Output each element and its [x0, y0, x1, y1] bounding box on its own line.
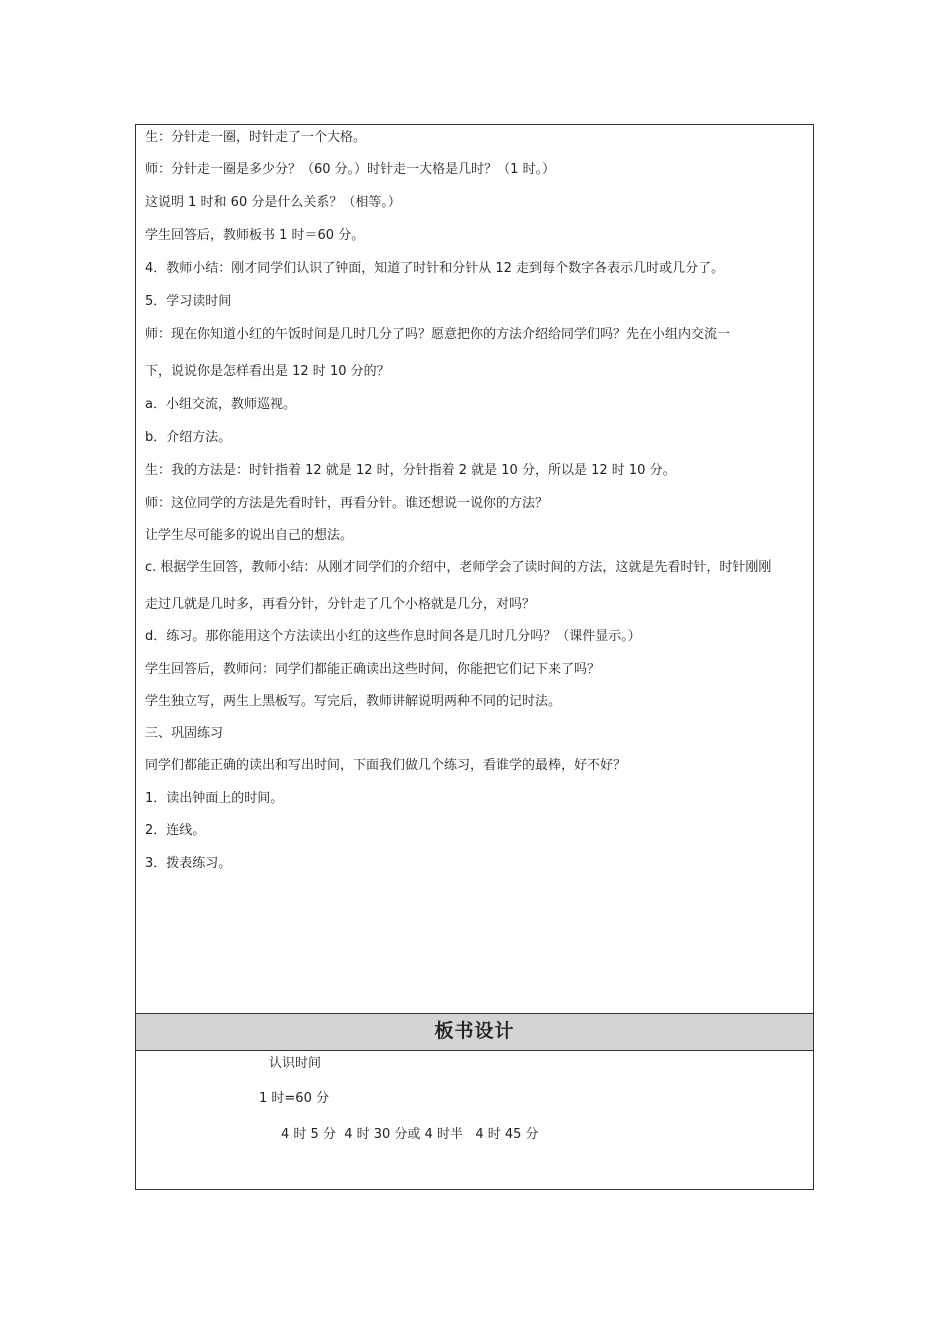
- text-line: 师：分针走一圈是多少分？（60 分。）时针走一大格是几时？（1 时。）: [145, 162, 556, 177]
- text-line: 让学生尽可能多的说出自己的想法。: [145, 528, 354, 543]
- list-item: 2．连线。: [145, 823, 206, 838]
- text-line: b．介绍方法。: [145, 430, 232, 445]
- list-item: 1．读出钟面上的时间。: [145, 791, 284, 806]
- text-line: 下，说说你是怎样看出是 12 时 10 分的？: [145, 364, 390, 379]
- list-item: 3．拨表练习。: [145, 856, 232, 871]
- text-line: d．练习。那你能用这个方法读出小红的这些作息时间各是几时几分吗？（课件显示。）: [145, 629, 641, 644]
- text-line: 学生回答后，教师板书 1 时＝60 分。: [145, 228, 365, 243]
- section-heading: 三、巩固练习: [145, 726, 224, 741]
- text-line: 生：分针走一圈，时针走了一个大格。: [145, 130, 367, 145]
- board-title: 认识时间: [269, 1056, 322, 1071]
- lesson-table: [135, 124, 814, 1190]
- board-design-header: 板书设计: [136, 1013, 813, 1051]
- board-design-content: [136, 1051, 813, 1189]
- text-line: a．小组交流，教师巡视。: [145, 397, 296, 412]
- text-line: 5．学习读时间: [145, 294, 232, 309]
- text-line: 这说明 1 时和 60 分是什么关系？（相等。）: [145, 195, 401, 210]
- text-line: 同学们都能正确的读出和写出时间，下面我们做几个练习，看谁学的最棒，好不好？: [145, 758, 627, 773]
- text-line: 生：我的方法是：时针指着 12 就是 12 时，分针指着 2 就是 10 分，所以是 12 时 10 分。: [145, 463, 676, 478]
- text-line: 师：这位同学的方法是先看时针，再看分针。谁还想说一说你的方法？: [145, 496, 549, 511]
- text-line: 学生回答后，教师问：同学们都能正确读出这些时间，你能把它们记下来了吗？: [145, 662, 601, 677]
- board-examples: 4 时 5 分 4 时 30 分或 4 时半 4 时 45 分: [281, 1127, 539, 1142]
- text-line: 4．教师小结：刚才同学们认识了钟面，知道了时针和分针从 12 走到每个数字各表示几时或几分了。: [145, 261, 725, 276]
- text-line: 走过几就是几时多，再看分针，分针走了几个小格就是几分，对吗？: [145, 597, 536, 612]
- text-line: 学生独立写，两生上黑板写。写完后，教师讲解说明两种不同的记时法。: [145, 694, 562, 709]
- board-equation: 1 时=60 分: [259, 1091, 329, 1106]
- text-line: c. 根据学生回答，教师小结：从刚才同学们的介绍中，老师学会了读时间的方法，这就是先看时针，时针刚刚: [145, 560, 772, 575]
- lesson-content: [136, 125, 813, 1013]
- text-line: 师：现在你知道小红的午饭时间是几时几分了吗？愿意把你的方法介绍给同学们吗？先在小组内交流一: [145, 327, 731, 342]
